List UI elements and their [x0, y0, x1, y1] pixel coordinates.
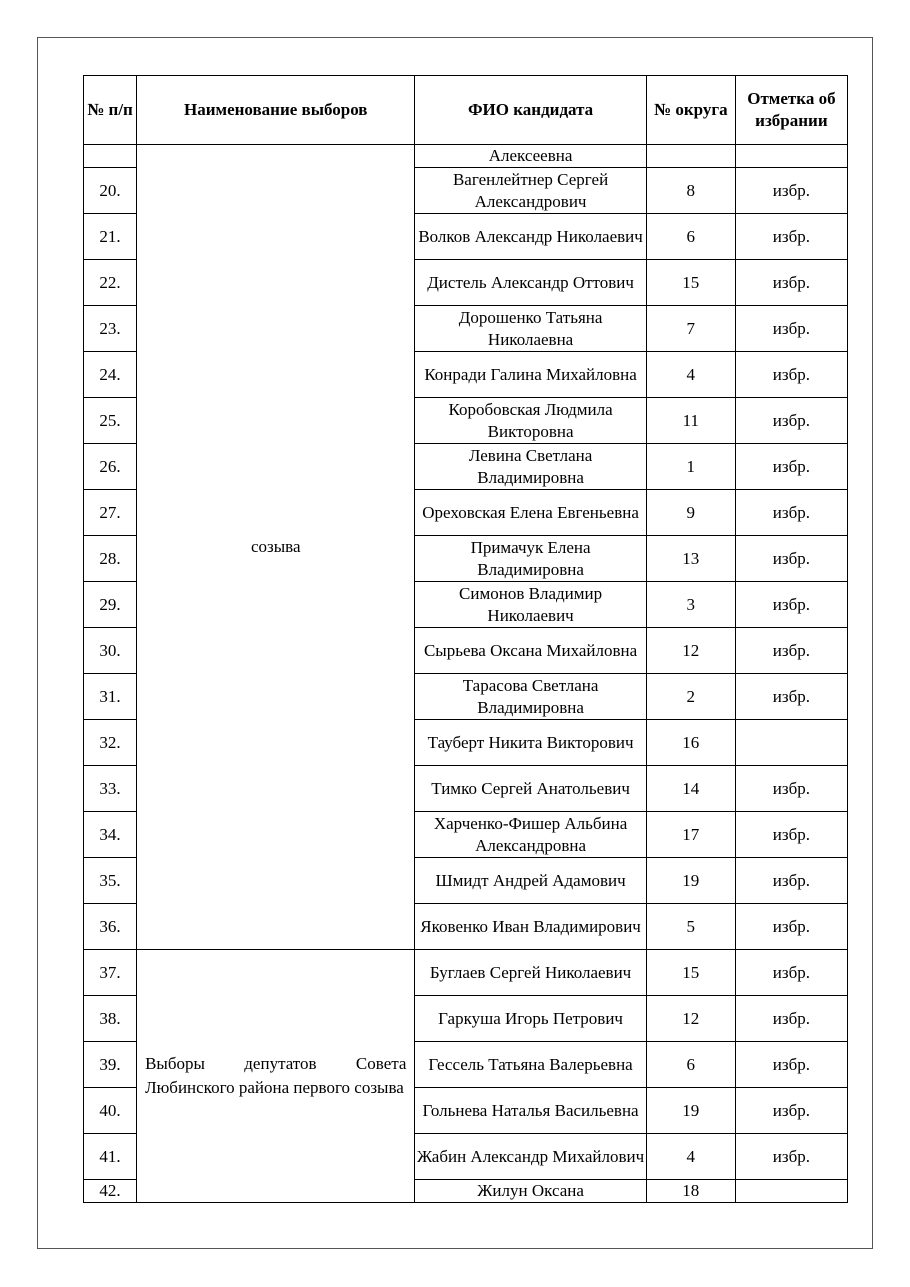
- cell-mark: избр.: [735, 214, 847, 260]
- cell-mark: избр.: [735, 628, 847, 674]
- cell-num: 26.: [84, 444, 137, 490]
- cell-okrug: 6: [646, 1042, 735, 1088]
- cell-mark: избр.: [735, 490, 847, 536]
- cell-num: 21.: [84, 214, 137, 260]
- cell-okrug: 11: [646, 398, 735, 444]
- cell-mark: [735, 145, 847, 168]
- cell-fio: Гольнева Наталья Васильевна: [415, 1088, 646, 1134]
- cell-fio: Дорошенко Татьяна Николаевна: [415, 306, 646, 352]
- cell-fio: Конради Галина Михайловна: [415, 352, 646, 398]
- cell-fio: Яковенко Иван Владимирович: [415, 904, 646, 950]
- cell-num: 35.: [84, 858, 137, 904]
- cell-mark: избр.: [735, 950, 847, 996]
- table-row-fragment: [84, 145, 848, 168]
- cell-num: 27.: [84, 490, 137, 536]
- cell-num: 23.: [84, 306, 137, 352]
- table-body: [84, 145, 848, 1203]
- cell-fio: Алексеевна: [415, 145, 646, 168]
- cell-fio: Коробовская Людмила Викторовна: [415, 398, 646, 444]
- table-header-row: [84, 76, 848, 145]
- cell-okrug: 1: [646, 444, 735, 490]
- cell-num: 31.: [84, 674, 137, 720]
- cell-okrug: 13: [646, 536, 735, 582]
- election-name-2: Выборы депутатов Совета Любинского района первого созыва: [137, 950, 415, 1203]
- cell-okrug: 3: [646, 582, 735, 628]
- cell-fio: Тауберт Никита Викторович: [415, 720, 646, 766]
- cell-num: 24.: [84, 352, 137, 398]
- cell-fio: Вагенлейтнер Сергей Александрович: [415, 168, 646, 214]
- header-fio: ФИО кандидата: [415, 76, 646, 145]
- cell-mark: избр.: [735, 1134, 847, 1180]
- cell-mark: избр.: [735, 1088, 847, 1134]
- cell-fio: Жилун Оксана: [415, 1180, 646, 1203]
- cell-fio: Сырьева Оксана Михайловна: [415, 628, 646, 674]
- cell-okrug: 12: [646, 628, 735, 674]
- header-mark: Отметка об избрании: [735, 76, 847, 145]
- cell-num: 38.: [84, 996, 137, 1042]
- cell-okrug: 16: [646, 720, 735, 766]
- cell-mark: избр.: [735, 398, 847, 444]
- cell-num: 41.: [84, 1134, 137, 1180]
- cell-fio: Дистель Александр Оттович: [415, 260, 646, 306]
- cell-okrug: [646, 145, 735, 168]
- cell-fio: Гессель Татьяна Валерьевна: [415, 1042, 646, 1088]
- cell-okrug: 7: [646, 306, 735, 352]
- cell-okrug: 9: [646, 490, 735, 536]
- cell-okrug: 6: [646, 214, 735, 260]
- cell-okrug: 14: [646, 766, 735, 812]
- cell-num: 42.: [84, 1180, 137, 1203]
- cell-okrug: 18: [646, 1180, 735, 1203]
- cell-num: 25.: [84, 398, 137, 444]
- cell-mark: избр.: [735, 812, 847, 858]
- cell-fio: Левина Светлана Владимировна: [415, 444, 646, 490]
- cell-okrug: 15: [646, 950, 735, 996]
- cell-mark: избр.: [735, 766, 847, 812]
- cell-mark: [735, 720, 847, 766]
- cell-mark: избр.: [735, 674, 847, 720]
- header-num: № п/п: [84, 76, 137, 145]
- cell-num: 33.: [84, 766, 137, 812]
- header-okrug: № округа: [646, 76, 735, 145]
- cell-num: 20.: [84, 168, 137, 214]
- cell-mark: [735, 1180, 847, 1203]
- cell-mark: избр.: [735, 536, 847, 582]
- cell-okrug: 17: [646, 812, 735, 858]
- cell-fio: Тарасова Светлана Владимировна: [415, 674, 646, 720]
- cell-mark: избр.: [735, 904, 847, 950]
- cell-okrug: 8: [646, 168, 735, 214]
- cell-num: 34.: [84, 812, 137, 858]
- cell-okrug: 5: [646, 904, 735, 950]
- cell-okrug: 12: [646, 996, 735, 1042]
- cell-fio: Тимко Сергей Анатольевич: [415, 766, 646, 812]
- cell-fio: Шмидт Андрей Адамович: [415, 858, 646, 904]
- cell-mark: избр.: [735, 858, 847, 904]
- cell-okrug: 4: [646, 1134, 735, 1180]
- election-results-table: [83, 75, 848, 1203]
- cell-fio: Буглаев Сергей Николаевич: [415, 950, 646, 996]
- cell-fio: Примачук Елена Владимировна: [415, 536, 646, 582]
- cell-okrug: 19: [646, 1088, 735, 1134]
- cell-okrug: 4: [646, 352, 735, 398]
- cell-mark: избр.: [735, 352, 847, 398]
- cell-num: 22.: [84, 260, 137, 306]
- cell-num: 29.: [84, 582, 137, 628]
- table-row: [84, 950, 848, 996]
- cell-okrug: 2: [646, 674, 735, 720]
- cell-num: 28.: [84, 536, 137, 582]
- cell-mark: избр.: [735, 582, 847, 628]
- cell-mark: избр.: [735, 996, 847, 1042]
- cell-okrug: 15: [646, 260, 735, 306]
- cell-mark: избр.: [735, 168, 847, 214]
- cell-mark: избр.: [735, 306, 847, 352]
- cell-num: 30.: [84, 628, 137, 674]
- cell-fio: Жабин Александр Михайлович: [415, 1134, 646, 1180]
- header-name: Наименование выборов: [137, 76, 415, 145]
- election-name-1: созыва: [137, 145, 415, 950]
- cell-mark: избр.: [735, 1042, 847, 1088]
- cell-num: 32.: [84, 720, 137, 766]
- cell-num: 39.: [84, 1042, 137, 1088]
- cell-num: 40.: [84, 1088, 137, 1134]
- cell-fio: Гаркуша Игорь Петрович: [415, 996, 646, 1042]
- cell-fio: Волков Александр Николаевич: [415, 214, 646, 260]
- cell-fio: Ореховская Елена Евгеньевна: [415, 490, 646, 536]
- cell-fio: Харченко-Фишер Альбина Александровна: [415, 812, 646, 858]
- cell-num: [84, 145, 137, 168]
- cell-okrug: 19: [646, 858, 735, 904]
- cell-fio: Симонов Владимир Николаевич: [415, 582, 646, 628]
- cell-mark: избр.: [735, 260, 847, 306]
- cell-mark: избр.: [735, 444, 847, 490]
- cell-num: 37.: [84, 950, 137, 996]
- cell-num: 36.: [84, 904, 137, 950]
